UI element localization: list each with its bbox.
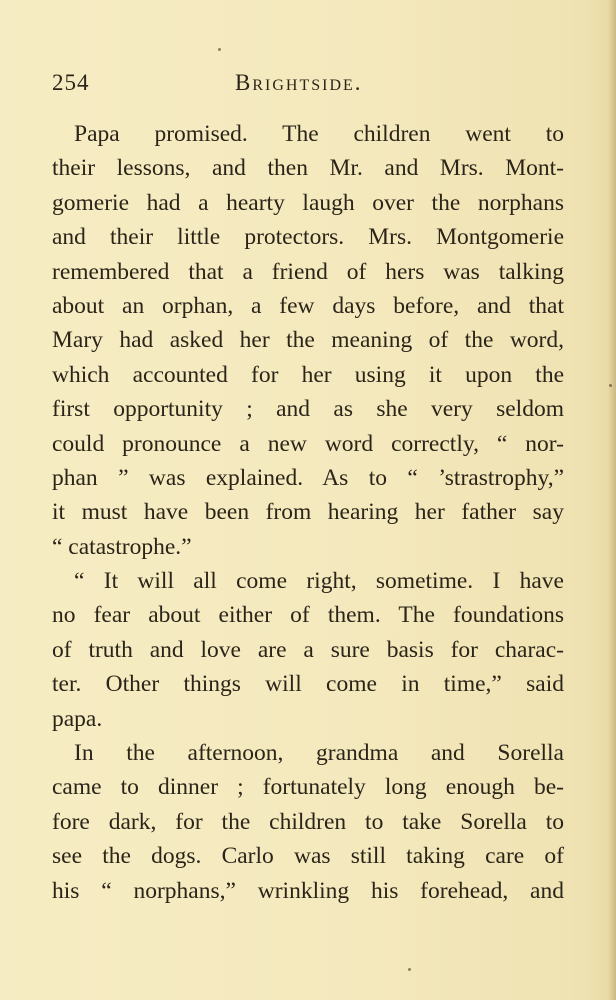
text-line: of truth and love are a sure basis for charac- — [52, 636, 564, 663]
text-line: it must have been from hearing her father say — [52, 499, 564, 526]
page-number: 254 — [52, 70, 90, 95]
text-line: “ It will all come right, sometime. I have — [74, 568, 564, 595]
text-line: their lessons, and then Mr. and Mrs. Mont- — [52, 155, 564, 182]
text-line: about an orphan, a few days before, and that — [52, 292, 564, 319]
text-line: no fear about either of them. The foundations — [52, 602, 564, 629]
text-line: could pronounce a new word correctly, “ nor- — [52, 430, 564, 457]
ink-speck — [218, 48, 221, 51]
text-line: came to dinner ; fortunately long enough be- — [52, 774, 564, 801]
text-line: which accounted for her using it upon the — [52, 361, 564, 388]
running-head: Brightside. — [235, 70, 363, 95]
text-line: Papa promised. The children went to — [74, 121, 564, 147]
page-header — [52, 70, 564, 102]
text-line: papa. — [52, 705, 103, 732]
text-line: his “ norphans,” wrinkling his forehead, and — [52, 877, 564, 904]
ink-speck — [609, 384, 612, 387]
text-line: fore dark, for the children to take Sorella to — [52, 808, 564, 835]
text-line: ter. Other things will come in time,” said — [52, 671, 564, 698]
text-line: “ catastrophe.” — [52, 533, 192, 560]
text-line: see the dogs. Carlo was still taking care of — [52, 843, 564, 870]
body-text — [52, 117, 564, 908]
text-line: phan ” was explained. As to “ ’strastrophy,” — [52, 464, 564, 491]
page-edge-shadow — [608, 0, 616, 1000]
text-line: and their little protectors. Mrs. Montgomerie — [52, 224, 564, 251]
text-line: Mary had asked her the meaning of the word, — [52, 327, 564, 354]
text-line: first opportunity ; and as she very seldom — [52, 396, 564, 423]
ink-speck — [408, 968, 411, 971]
text-line: remembered that a friend of hers was talking — [52, 258, 564, 285]
text-line: gomerie had a hearty laugh over the norphans — [52, 189, 564, 216]
text-line: In the afternoon, grandma and Sorella — [74, 740, 564, 767]
